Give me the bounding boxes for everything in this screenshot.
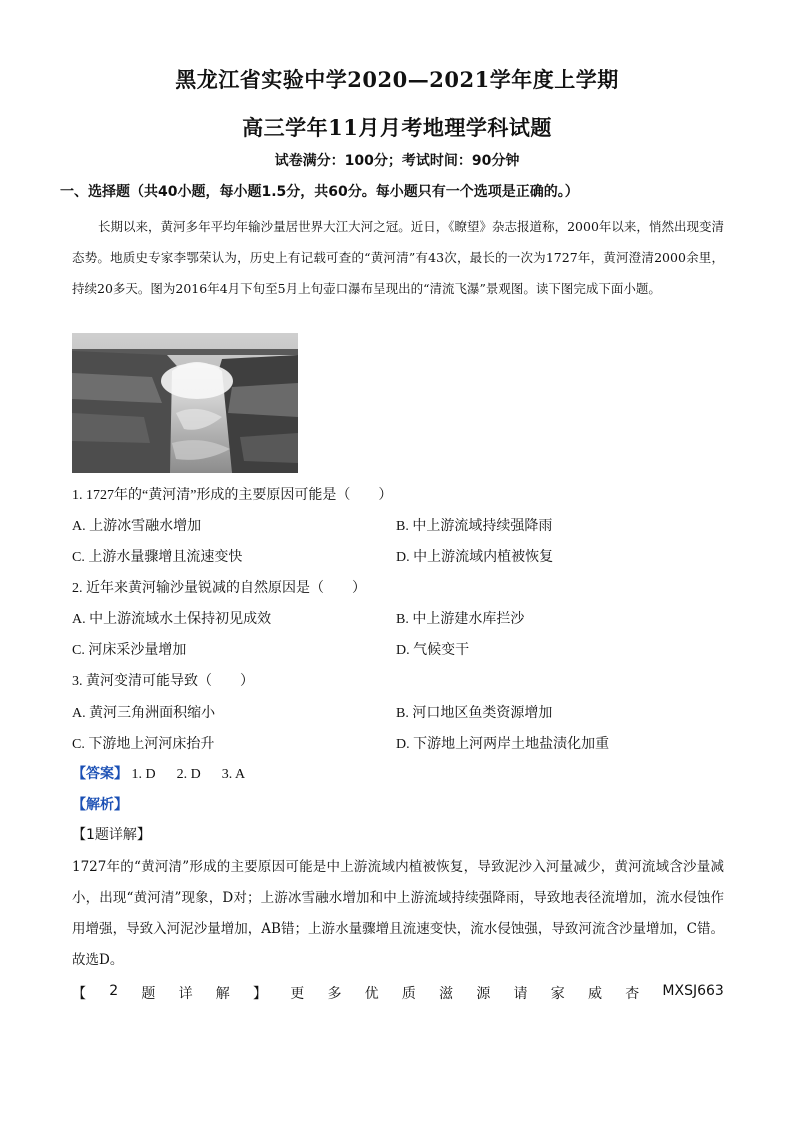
- analysis-tag: 【解析】: [72, 797, 128, 813]
- question-1-option-b[interactable]: B. 中上游流域持续强降雨: [396, 519, 553, 534]
- q2-part: 解: [215, 986, 230, 1002]
- exam-subtitle: 试卷满分：100分；考试时间：90分钟: [274, 153, 520, 169]
- q2-part: 杏: [625, 986, 640, 1002]
- q1-detail-heading: 【1题详解】: [72, 827, 151, 843]
- answer-text: 1. D 2. D 3. A: [131, 767, 246, 782]
- question-3-option-b[interactable]: B. 河口地区鱼类资源增加: [396, 706, 553, 721]
- q2-part: 】: [253, 986, 268, 1002]
- q2-part: 2: [109, 983, 119, 999]
- intro-paragraph: 长期以来，黄河多年平均年输沙量居世界大江大河之冠。近日，《瞭望》杂志报道称，2000年以来，悄然出现变清态势。地质史专家李鄂荣认为，历史上有记载可查的“黄河清”有43次，最长的一次为1727年，黄河澄清2000余里，持续20多天。图为2016年4月下旬至5月上旬壶口瀑布呈现出的“清流飞瀑”景观图。读下图完成下面小题。: [72, 219, 724, 296]
- question-3-option-c[interactable]: C. 下游地上河河床抬升: [72, 737, 215, 752]
- question-2-option-a[interactable]: A. 中上游流域水土保持初见成效: [72, 612, 272, 627]
- exam-title-line1: 黑龙江省实验中学2020—2021学年度上学期: [175, 67, 619, 92]
- q2-part: 更: [290, 986, 305, 1002]
- question-3-stem: 3. 黄河变清可能导致（ ）: [72, 674, 254, 689]
- q2-part: 家: [550, 986, 565, 1002]
- q2-part: 多: [327, 986, 342, 1002]
- q2-part: 滋: [439, 986, 454, 1002]
- question-2-option-d[interactable]: D. 气候变干: [396, 643, 470, 658]
- section-heading: 一、选择题（共40小题，每小题1.5分，共60分。每小题只有一个选项是正确的。）: [60, 184, 579, 200]
- q2-part: 源: [476, 986, 491, 1002]
- exam-title-line2: 高三学年11月月考地理学科试题: [242, 115, 552, 140]
- q2-part: 威: [587, 986, 602, 1002]
- question-2-option-c[interactable]: C. 河床采沙量增加: [72, 643, 187, 658]
- question-3-option-d[interactable]: D. 下游地上河两岸土地盐渍化加重: [396, 737, 610, 752]
- q2-part: 请: [513, 986, 528, 1002]
- question-2-option-b[interactable]: B. 中上游建水库拦沙: [396, 612, 525, 627]
- q2-part: 【: [72, 986, 86, 1002]
- q2-part: 详: [178, 986, 193, 1002]
- q2-part: 优: [364, 986, 379, 1002]
- q2-part: MXSJ663: [662, 983, 724, 999]
- question-3-option-a[interactable]: A. 黄河三角洲面积缩小: [72, 706, 216, 721]
- answer-tag: 【答案】: [72, 767, 128, 782]
- answer-line: [72, 763, 245, 783]
- q1-explanation: 1727年的“黄河清”形成的主要原因可能是中上游流域内植被恢复，导致泥沙入河量减少，黄河流域含沙量减小，出现“黄河清”现象，D对；上游冰雪融水增加和中上游流域持续强降雨，导致地表径流增加，流水侵蚀作用增强，导致入河泥沙量增加，AB错；上游水量骤增且流速变快，流水侵蚀强，导致河流含沙量增加，C错。故选D。: [72, 859, 724, 968]
- question-1-stem: 1. 1727年的“黄河清”形成的主要原因可能是（ ）: [72, 488, 393, 503]
- waterfall-photo: [72, 333, 298, 473]
- q2-detail-line: [72, 983, 724, 1003]
- question-2-stem: 2. 近年来黄河输沙量锐减的自然原因是（ ）: [72, 581, 366, 596]
- q2-part: 题: [141, 986, 156, 1002]
- question-1-option-c[interactable]: C. 上游水量骤增且流速变快: [72, 550, 243, 565]
- question-1-option-d[interactable]: D. 中上游流域内植被恢复: [396, 550, 554, 565]
- question-1-option-a[interactable]: A. 上游冰雪融水增加: [72, 519, 202, 534]
- q2-part: 质: [401, 986, 416, 1002]
